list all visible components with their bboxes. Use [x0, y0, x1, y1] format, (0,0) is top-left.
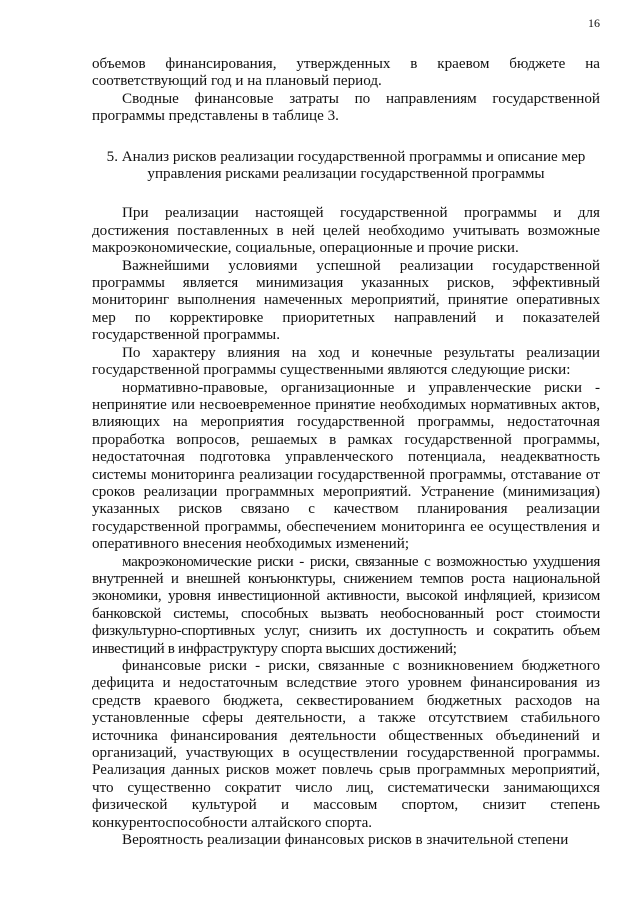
- paragraph-table-reference: Сводные финансовые затраты по направлениям государственной программы представлены в таблице 3.: [92, 90, 600, 125]
- paragraph-risk-types: По характеру влияния на ход и конечные результаты реализации государственной программы существенными являются следующие риски:: [92, 344, 600, 379]
- paragraph-regulatory-risks: нормативно-правовые, организационные и управленческие риски - непринятие или несвоевременное принятие необходимых нормативных актов, влияющих на мероприятия государственной программы, недостаточная проработка вопросов, решаемых в рамках государственной программы, недостаточная подготовка управленческого потенциала, неадекватность системы мониторинга реализации государственной программы, отставание от сроков реализации программных мероприятий. Устранение (минимизация) указанных рисков связано с качеством планирования реализации государственной программы, обеспечением мониторинга ее осуществления и оперативного внесения необходимых изменений;: [92, 379, 600, 553]
- paragraph-probability: Вероятность реализации финансовых рисков в значительной степени: [122, 832, 569, 849]
- section-heading: [92, 149, 600, 184]
- section-heading-line-1: 5. Анализ рисков реализации государственной программы и описание мер: [106, 148, 586, 165]
- paragraph-intro: При реализации настоящей государственной программы и для достижения поставленных в ней целей необходимо учитывать возможные макроэкономические, социальные, операционные и прочие риски.: [92, 205, 600, 257]
- paragraph-financial-risks: финансовые риски - риски, связанные с возникновением бюджетного дефицита и недостаточным вследствие этого уровнем финансирования из средств краевого бюджета, секвестированием бюджетных расходов на установленные сферы деятельности, а также отсутствием стабильного источника финансирования деятельности общественных объединений и организаций, участвующих в осуществлении государственной программы. Реализация данных рисков может повлечь срыв программных мероприятий, что существенно сократит число лиц, систематически занимающихся физической культурой и массовым спортом, снизит степень конкурентоспособности алтайского спорта.: [92, 658, 600, 831]
- document-body: [92, 56, 600, 849]
- paragraph-continuation: объемов финансирования, утвержденных в краевом бюджете на соответствующий год и на плановый период.: [92, 56, 600, 90]
- section-heading-line-2: управления рисками реализации государственной программы: [147, 166, 545, 183]
- paragraph-conditions: Важнейшими условиями успешной реализации государственной программы является минимизация указанных рисков, эффективный мониторинг выполнения намеченных мероприятий, принятие оперативных мер по корректировке приоритетных направлений и показателей государственной программы.: [92, 257, 600, 344]
- page-number: 16: [588, 16, 600, 30]
- paragraph-macroeconomic-risks: макроэкономические риски - риски, связанные с возможностью ухудшения внутренней и внешней конъюнктуры, снижением темпов роста национальной экономики, уровня инвестиционной активности, высокой инфляцией, кризисом банковской системы, способных вызвать необоснованный рост стоимости физкультурно-спортивных услуг, снизить их доступность и сократить объем инвестиций в инфраструктуру спорта высших достижений;: [92, 553, 600, 657]
